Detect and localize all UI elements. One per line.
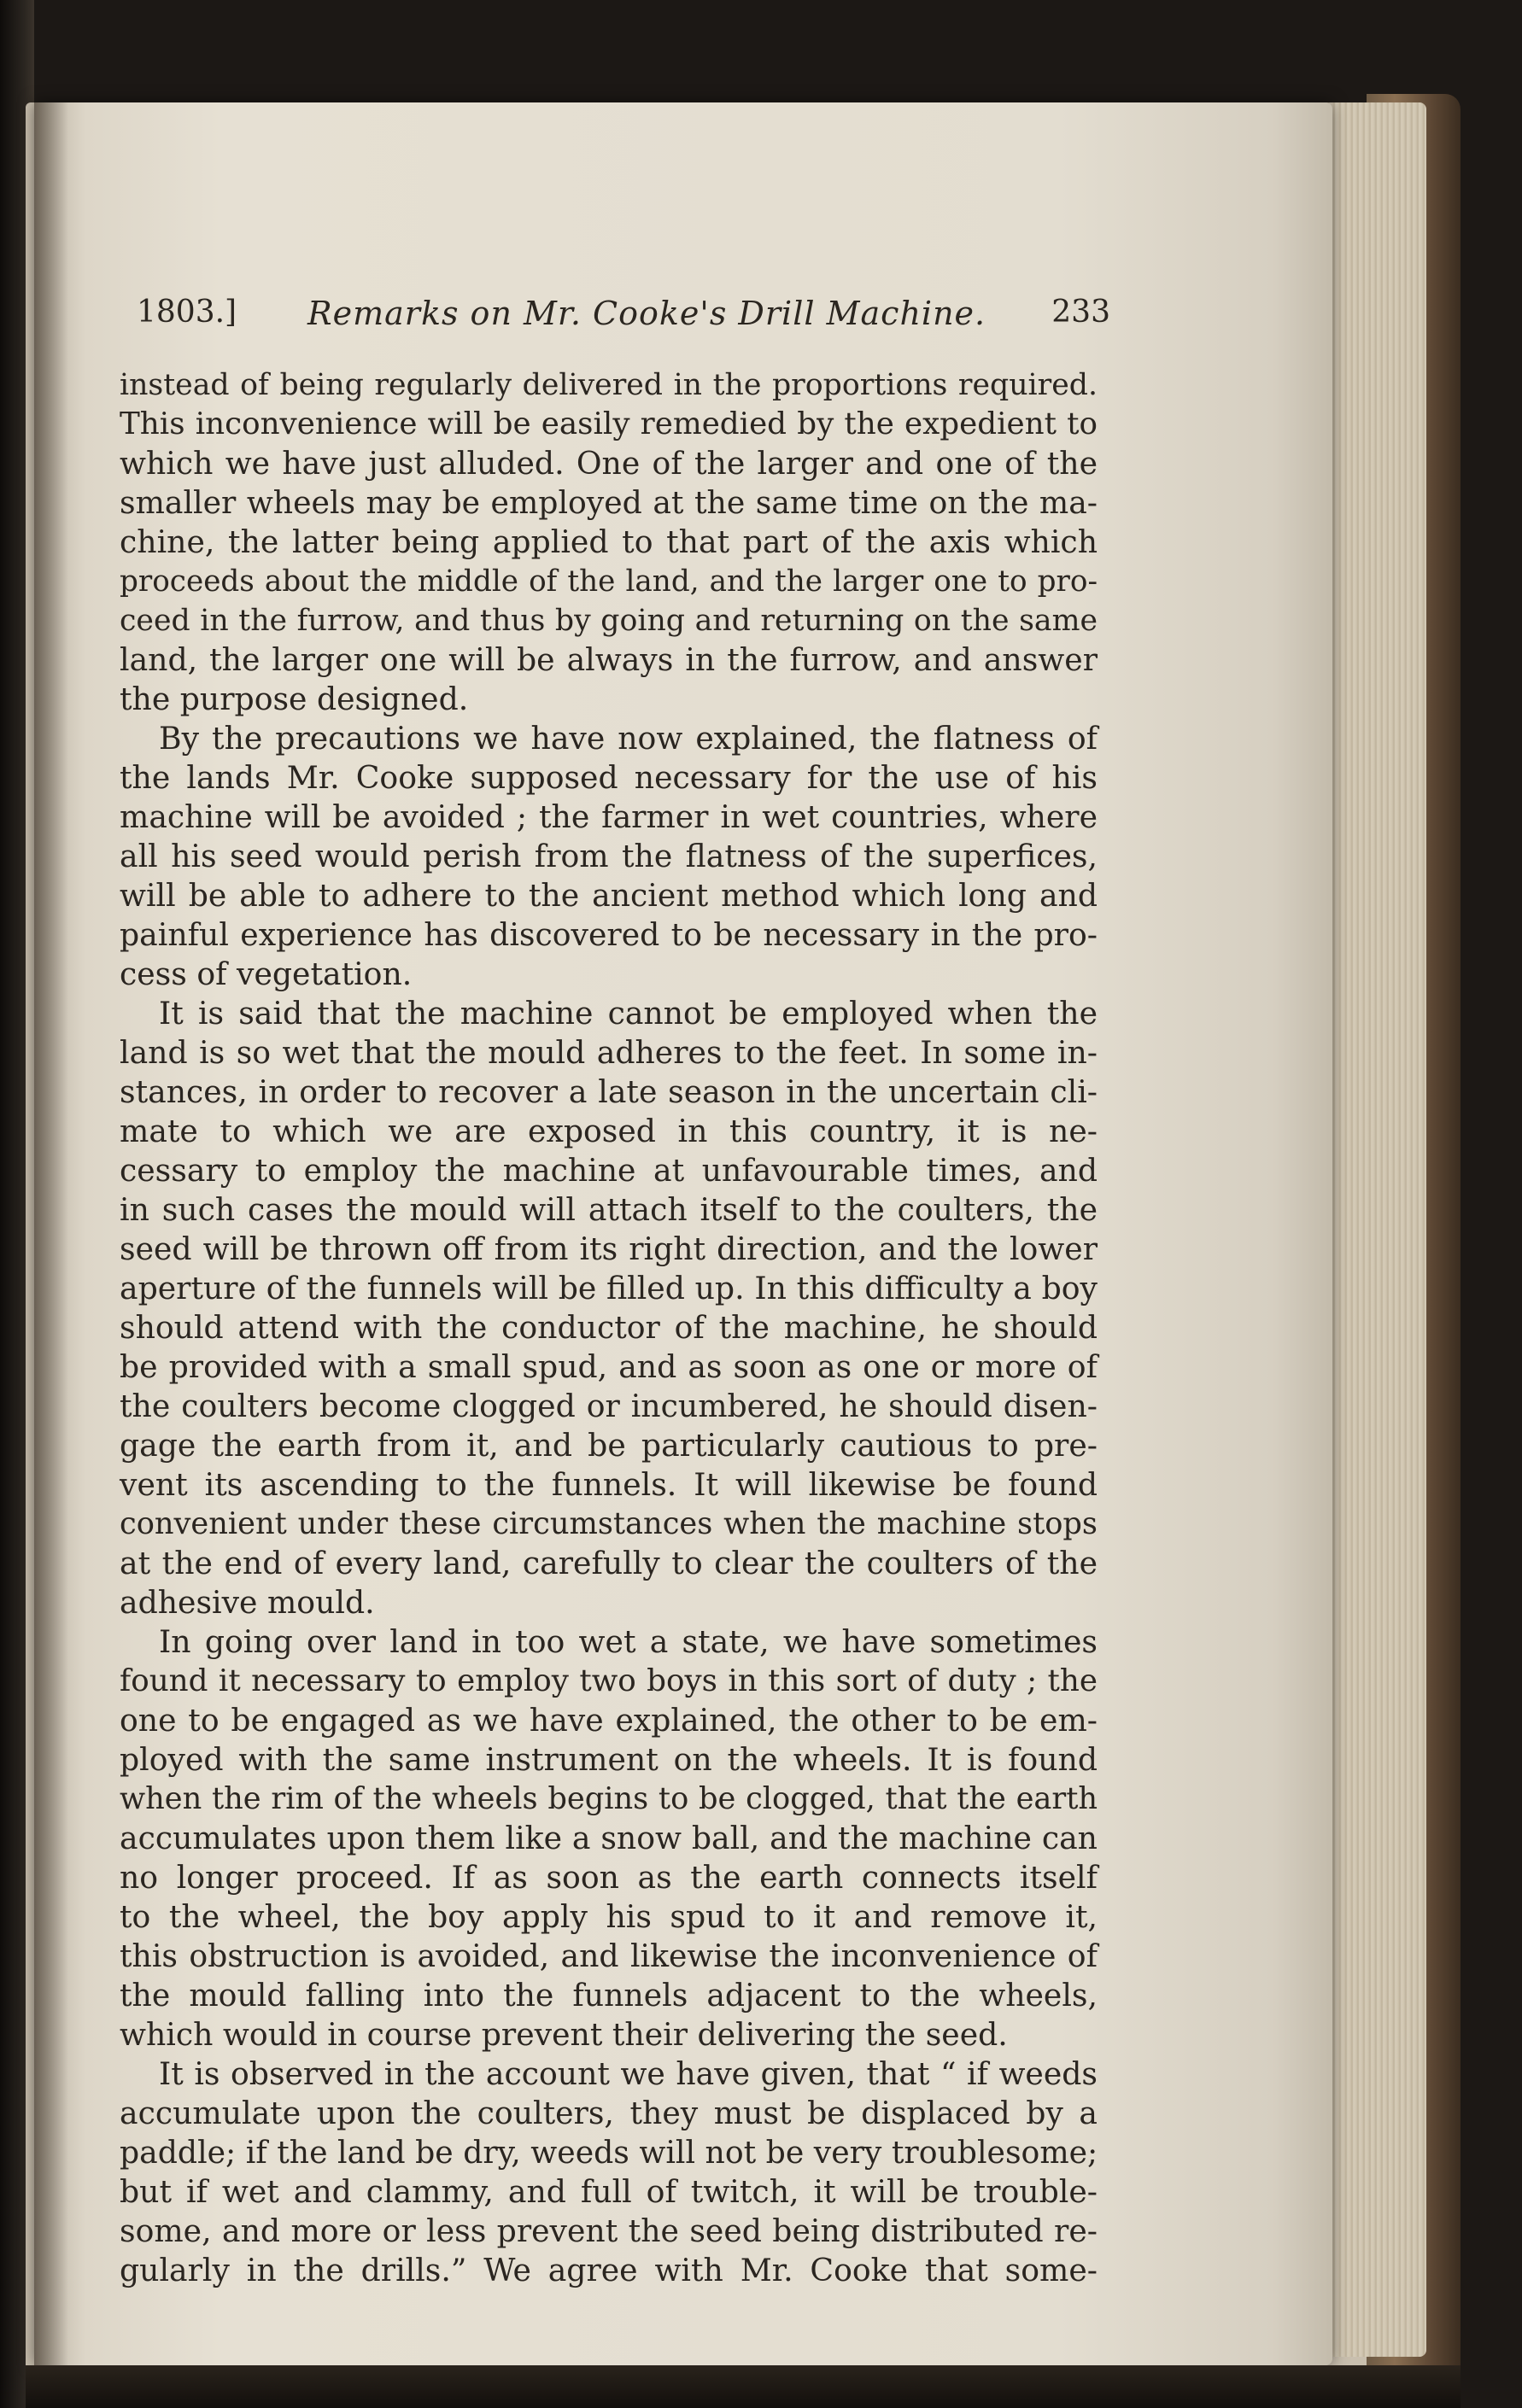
text-line: convenient under these circumstances when the machine stops xyxy=(120,1506,1098,1541)
text-line: smaller wheels may be employed at the same time on the ma- xyxy=(120,484,1098,521)
text-line: when the rim of the wheels begins to be clogged, that the earth xyxy=(120,1781,1098,1816)
text-line: painful experience has discovered to be necessary in the pro- xyxy=(120,916,1098,953)
text-line: instead of being regularly delivered in the proportions required. xyxy=(120,368,1098,402)
text-line: aperture of the funnels will be filled up. In this difficulty a boy xyxy=(120,1270,1098,1306)
text-line: This inconvenience will be easily remedied by the expedient to xyxy=(120,406,1098,441)
text-line: paddle; if the land be dry, weeds will not be very troublesome; xyxy=(120,2134,1098,2171)
text-line: machine will be avoided ; the farmer in wet countries, where xyxy=(120,798,1098,835)
text-line: mate to which we are exposed in this country, it is ne- xyxy=(120,1113,1098,1149)
text-line: chine, the latter being applied to that part of the axis which xyxy=(120,523,1098,560)
text-line: cessary to employ the machine at unfavourable times, and xyxy=(120,1152,1098,1189)
text-line: found it necessary to employ two boys in this sort of duty ; the xyxy=(120,1663,1098,1698)
text-line: land, the larger one will be always in the furrow, and answer xyxy=(120,641,1098,678)
page-fore-edge xyxy=(1324,102,1426,2357)
text-line: the purpose designed. xyxy=(120,681,469,717)
header-year: 1803.] xyxy=(137,295,237,330)
text-line: but if wet and clammy, and full of twitch, it will be trouble- xyxy=(120,2173,1098,2210)
text-line: will be able to adhere to the ancient method which long and xyxy=(120,877,1098,914)
text-line: be provided with a small spud, and as soon as one or more of xyxy=(120,1348,1098,1385)
text-line: It is observed in the account we have given, that “ if weeds xyxy=(159,2055,1098,2092)
text-line: By the precautions we have now explained, the flatness of xyxy=(159,720,1098,757)
text-line: ceed in the furrow, and thus by going and returning on the same xyxy=(120,604,1098,638)
running-title: Remarks on Mr. Cooke's Drill Machine. xyxy=(307,295,986,332)
text-line: the lands Mr. Cooke supposed necessary for the use of his xyxy=(120,759,1098,796)
page-body-text xyxy=(120,365,1098,2290)
text-line: In going over land in too wet a state, we have sometimes xyxy=(159,1623,1098,1660)
text-line: land is so wet that the mould adheres to the feet. In some in- xyxy=(120,1034,1098,1071)
text-line: the mould falling into the funnels adjacent to the wheels, xyxy=(120,1977,1098,2013)
book-bottom-edge xyxy=(26,2365,1461,2408)
text-line: which would in course prevent their delivering the seed. xyxy=(120,2016,1008,2053)
text-line: accumulate upon the coulters, they must be displaced by a xyxy=(120,2095,1098,2131)
text-line: accumulates upon them like a snow ball, and the machine can xyxy=(120,1820,1098,1856)
text-line: proceeds about the middle of the land, and the larger one to pro- xyxy=(120,564,1098,599)
text-line: the coulters become clogged or incumbered, he should disen- xyxy=(120,1388,1098,1424)
text-line: no longer proceed. If as soon as the earth connects itself xyxy=(120,1859,1098,1896)
text-line: gage the earth from it, and be particularly cautious to pre- xyxy=(120,1427,1098,1464)
text-line: adhesive mould. xyxy=(120,1584,375,1621)
text-line: which we have just alluded. One of the larger and one of the xyxy=(120,445,1098,482)
text-line: some, and more or less prevent the seed being distributed re- xyxy=(120,2212,1098,2249)
page-number: 233 xyxy=(1051,295,1110,330)
text-line: at the end of every land, carefully to clear the coulters of the xyxy=(120,1545,1098,1581)
text-line: cess of vegetation. xyxy=(120,956,413,992)
running-header xyxy=(137,295,1110,346)
text-line: vent its ascending to the funnels. It will likewise be found xyxy=(120,1466,1098,1503)
text-line: in such cases the mould will attach itself to the coulters, the xyxy=(120,1191,1098,1228)
text-line: ployed with the same instrument on the wheels. It is found xyxy=(120,1741,1098,1778)
text-line: stances, in order to recover a late season in the uncertain cli- xyxy=(120,1073,1098,1110)
page-gutter-shadow xyxy=(34,102,68,2365)
text-line: one to be engaged as we have explained, the other to be em- xyxy=(120,1702,1098,1739)
text-line: to the wheel, the boy apply his spud to it and remove it, xyxy=(120,1898,1098,1935)
text-line: this obstruction is avoided, and likewise the inconvenience of xyxy=(120,1938,1098,1974)
text-line: seed will be thrown off from its right direction, and the lower xyxy=(120,1230,1098,1267)
text-line: It is said that the machine cannot be employed when the xyxy=(159,995,1098,1032)
text-line: should attend with the conductor of the machine, he should xyxy=(120,1309,1098,1346)
text-line: gularly in the drills.” We agree with Mr. Cooke that some- xyxy=(120,2252,1098,2288)
text-line: all his seed would perish from the flatness of the superfices, xyxy=(120,838,1098,874)
